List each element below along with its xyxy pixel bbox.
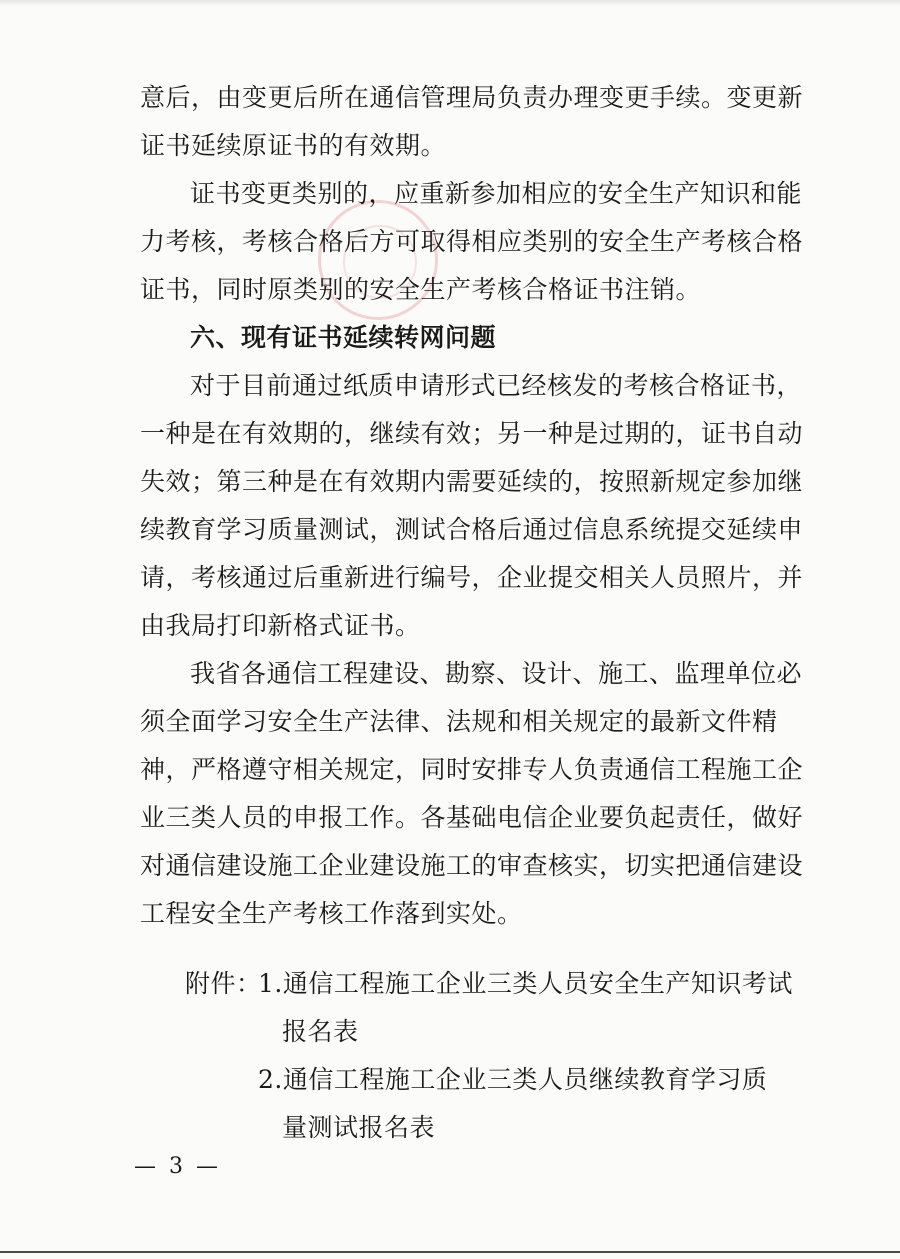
paragraph-line: 神，严格遵守相关规定，同时安排专人负责通信工程施工企 (140, 755, 804, 784)
paragraph-line: 一种是在有效期的，继续有效；另一种是过期的，证书自动 (140, 419, 804, 448)
paragraph-line: 须全面学习安全生产法律、法规和相关规定的最新文件精 (140, 707, 778, 736)
paragraph-line: 工程安全生产考核工作落到实处。 (140, 899, 523, 928)
section-heading: 六、现有证书延续转网问题 (190, 323, 497, 352)
attachment-item-1: 1.通信工程施工企业三类人员安全生产知识考试 (258, 969, 793, 998)
paragraph-line: 证书，同时原类别的安全生产考核合格证书注销。 (140, 275, 702, 304)
attachment-item-2: 2.通信工程施工企业三类人员继续教育学习质 (258, 1065, 768, 1094)
paragraph-line: 续教育学习质量测试，测试合格后通过信息系统提交延续申 (140, 515, 804, 544)
attachment-item-2-continued: 量测试报名表 (282, 1113, 436, 1142)
paragraph-line: 我省各通信工程建设、勘察、设计、施工、监理单位必 (190, 659, 803, 688)
paragraph-line: 业三类人员的申报工作。各基础电信企业要负起责任，做好 (140, 803, 804, 832)
page-number: — 3 — (134, 1154, 221, 1179)
paragraph-line: 证书延续原证书的有效期。 (140, 131, 447, 160)
paragraph-line: 证书变更类别的，应重新参加相应的安全生产知识和能 (190, 179, 803, 208)
paragraph-line: 对于目前通过纸质申请形式已经核发的考核合格证书， (190, 371, 803, 400)
attachment-item-1-continued: 报名表 (282, 1017, 359, 1046)
scan-edge-shade (0, 0, 900, 6)
attachments-label: 附件： (185, 969, 262, 998)
paragraph-line: 请，考核通过后重新进行编号，企业提交相关人员照片，并 (140, 563, 804, 592)
paragraph-line: 对通信建设施工企业建设施工的审查核实，切实把通信建设 (140, 851, 804, 880)
paragraph-line: 失效；第三种是在有效期内需要延续的，按照新规定参加继 (140, 467, 804, 496)
scan-bottom-edge (0, 1251, 900, 1253)
paragraph-line: 由我局打印新格式证书。 (140, 611, 421, 640)
paragraph-line: 力考核，考核合格后方可取得相应类别的安全生产考核合格 (140, 227, 804, 256)
paragraph-line: 意后，由变更后所在通信管理局负责办理变更手续。变更新 (140, 83, 804, 112)
